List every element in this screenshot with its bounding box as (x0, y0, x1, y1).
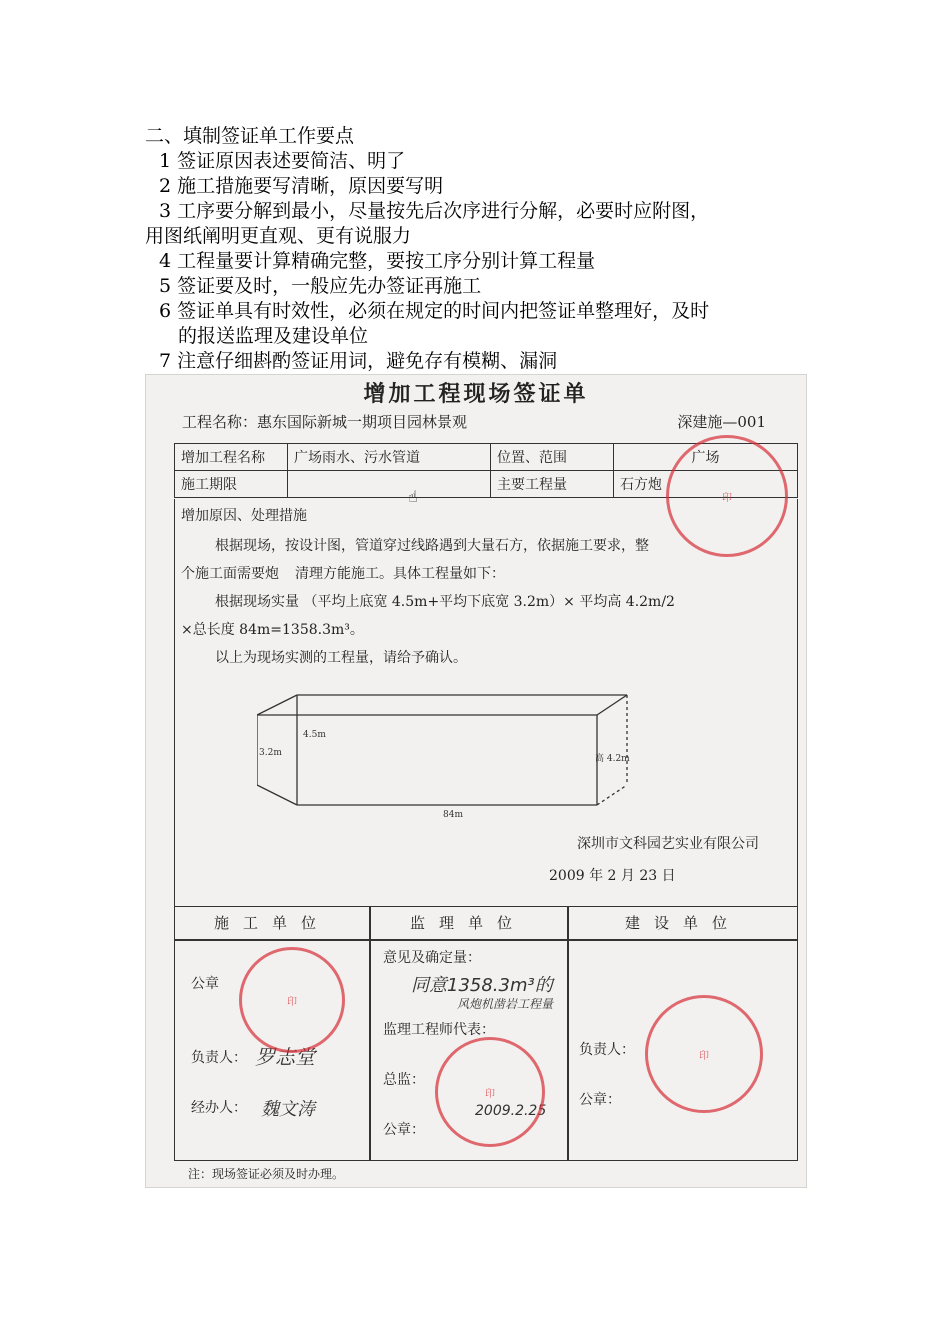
hand-cursor-icon: ☝ (408, 487, 418, 506)
reason-paragraph: 以上为现场实测的工程量，请给予确认。 (215, 650, 467, 666)
reason-paragraph: 个施工面需要炮 清理方能施工。具体工程量如下： (181, 566, 505, 582)
form-meta (182, 411, 766, 432)
supervisor-date: 2009.2.25 (475, 1103, 547, 1119)
form-note: 注：现场签证必须及时办理。 (188, 1167, 345, 1181)
list-item: 1 签证原因表述要简洁、明了 (159, 150, 406, 172)
cell-label: 主要工程量 (491, 471, 614, 498)
supervisor-stamp-label: 公章： (383, 1122, 425, 1138)
contractor-handler-label: 经办人： (191, 1100, 247, 1116)
list-item: 5 签证要及时，一般应先办签证再施工 (159, 275, 482, 297)
opinion-handwriting: 同意1358.3m³的 (411, 975, 553, 996)
trench-diagram (257, 685, 677, 817)
form-title: 增加工程现场签证单 (363, 381, 589, 407)
form-date: 2009 年 2 月 23 日 (549, 868, 676, 884)
supervisor-rep-label: 监理工程师代表： (383, 1022, 495, 1038)
reason-section (174, 499, 798, 907)
contractor-leader-label: 负责人： (191, 1050, 247, 1066)
cell-value: 广场 (614, 444, 798, 471)
leader-signature: 罗志堂 (255, 1045, 315, 1069)
list-item: 2 施工措施要写清晰，原因要写明 (159, 175, 444, 197)
diagram-label-left: 3.2m (259, 748, 282, 758)
reason-title: 增加原因、处理措施 (181, 508, 307, 524)
header-contractor: 施工单位 (213, 914, 330, 932)
reason-paragraph: ×总长度 84m=1358.3m³。 (181, 622, 364, 638)
chief-label: 总监： (383, 1072, 425, 1088)
diagram-label-bottom: 84m (443, 810, 463, 817)
owner-leader-label: 负责人： (579, 1042, 635, 1058)
project-name: 工程名称：惠东国际新城一期项目园林景观 (182, 413, 468, 431)
owner-seal: 印 (645, 995, 763, 1113)
contractor-seal: 印 (239, 947, 345, 1053)
reason-paragraph: 根据现场，按设计图，管道穿过线路遇到大量石方，依据施工要求，整 (215, 538, 649, 554)
cell-label: 施工期限 (175, 471, 288, 498)
list-item: 4 工程量要计算精确完整，要按工序分别计算工程量 (159, 250, 596, 272)
supervisor-seal: 印 (435, 1037, 545, 1147)
cell-value: 广场雨水、污水管道 (288, 444, 491, 471)
cell-value (288, 471, 491, 498)
list-item: 3 工序要分解到最小，尽量按先后次序进行分解，必要时应附图， (159, 200, 710, 222)
header-owner: 建设单位 (624, 914, 741, 932)
reason-paragraph: 根据现场实量 （平均上底宽 4.5m+平均下底宽 3.2m）× 平均高 4.2m/2 (215, 594, 675, 610)
signature-table (174, 907, 798, 1161)
red-seal-stamp: 印 (666, 435, 788, 557)
header-supervisor: 监理单位 (409, 914, 526, 932)
opinion-handwriting-2: 风炮机凿岩工程量 (457, 997, 554, 1011)
list-item-continuation: 用图纸阐明更直观、更有说服力 (145, 225, 412, 247)
handler-signature: 魏文涛 (261, 1099, 315, 1120)
opinion-label: 意见及确定量： (383, 950, 481, 966)
cell-label: 增加工程名称 (175, 444, 288, 471)
cell-value: 石方炮 (614, 471, 798, 498)
list-item-continuation: 的报送监理及建设单位 (178, 325, 369, 347)
company-name: 深圳市文科园艺实业有限公司 (577, 836, 759, 852)
form-code: 深建施—001 (677, 413, 766, 431)
list-item: 7 注意仔细斟酌签证用词，避免存有模糊、漏洞 (159, 350, 558, 372)
section-heading: 二、填制签证单工作要点 (145, 125, 355, 147)
diagram-label-top: 4.5m (303, 730, 326, 740)
list-item: 6 签证单具有时效性，必须在规定的时间内把签证单整理好，及时 (159, 300, 710, 322)
contractor-stamp-label: 公章 (191, 976, 219, 992)
cell-label: 位置、范围 (491, 444, 614, 471)
owner-stamp-label: 公章： (579, 1092, 621, 1108)
site-visa-form-scan (145, 374, 807, 1188)
diagram-label-right: 高 4.2m (595, 754, 630, 764)
document-text (145, 124, 815, 374)
